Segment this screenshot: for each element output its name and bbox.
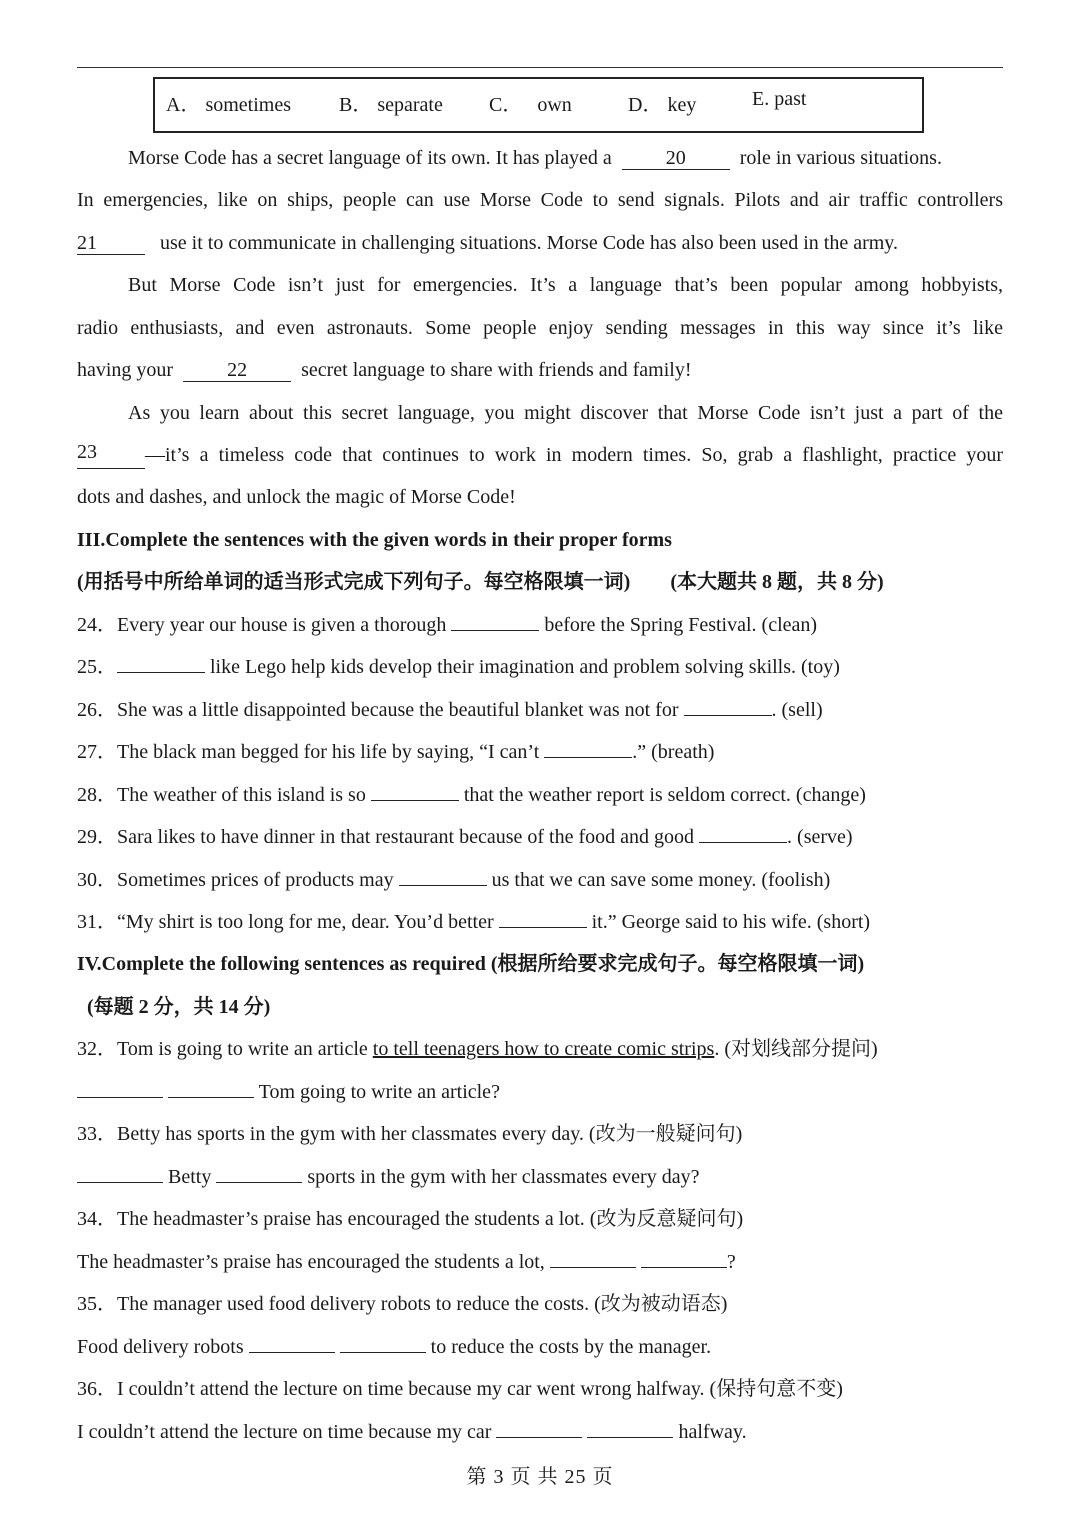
answer-35: Food delivery robots to reduce the costs by the manager.	[77, 1336, 712, 1358]
passage-line: Morse Code has a secret language of its own. It has played a 20 role in various situations.	[128, 147, 942, 169]
answer-blank[interactable]	[550, 1267, 636, 1268]
question-25: 25． like Lego help kids develop their imagination and problem solving skills. (toy)	[77, 656, 840, 678]
answer-blank[interactable]	[587, 1437, 673, 1438]
answer-blank[interactable]	[496, 1437, 582, 1438]
passage-line: dots and dashes, and unlock the magic of Morse Code!	[77, 486, 516, 508]
answer-blank[interactable]	[684, 715, 772, 716]
passage-line: As you learn about this secret language, you might discover that Morse Code isn’t just a part of the	[128, 402, 1003, 424]
option-c: C． own	[489, 94, 572, 116]
question-28: 28．The weather of this island is so that the weather report is seldom correct. (change)	[77, 784, 866, 806]
section-4-score: (每题 2 分，共 14 分)	[87, 996, 271, 1018]
question-33: 33．Betty has sports in the gym with her classmates every day. (改为一般疑问句)	[77, 1123, 743, 1145]
passage-line: having your 22 secret language to share with friends and family!	[77, 359, 692, 381]
option-a: A． sometimes	[166, 94, 291, 116]
option-d: D． key	[628, 94, 697, 116]
answer-34: The headmaster’s praise has encouraged the students a lot, ?	[77, 1251, 736, 1273]
answer-blank[interactable]	[451, 630, 539, 631]
answer-blank[interactable]	[544, 757, 632, 758]
passage-line: But Morse Code isn’t just for emergencies. It’s a language that’s been popular among hobbyists,	[128, 274, 1003, 296]
blank-23[interactable]: 23	[77, 441, 145, 469]
option-e: E. past	[752, 88, 807, 110]
answer-blank[interactable]	[249, 1352, 335, 1353]
answer-blank[interactable]	[340, 1352, 426, 1353]
answer-blank[interactable]	[641, 1267, 727, 1268]
blank-20[interactable]: 20	[622, 147, 730, 170]
page-footer: 第 3 页 共 25 页	[466, 1466, 614, 1488]
answer-blank[interactable]	[399, 885, 487, 886]
blank-21[interactable]: 21	[77, 232, 145, 255]
answer-blank[interactable]	[117, 672, 205, 673]
answer-blank[interactable]	[168, 1097, 254, 1098]
question-34: 34．The headmaster’s praise has encouraged the students a lot. (改为反意疑问句)	[77, 1208, 744, 1230]
option-b: B． separate	[339, 94, 443, 116]
answer-blank[interactable]	[216, 1182, 302, 1183]
answer-blank[interactable]	[699, 842, 787, 843]
question-31: 31．“My shirt is too long for me, dear. You’d better it.” George said to his wife. (short)	[77, 911, 871, 933]
passage-line: In emergencies, like on ships, people can use Morse Code to send signals. Pilots and air traffic controllers	[77, 189, 1003, 211]
passage-line: 21 use it to communicate in challenging situations. Morse Code has also been used in the army.	[77, 232, 898, 254]
answer-blank[interactable]	[499, 927, 587, 928]
answer-blank[interactable]	[77, 1097, 163, 1098]
section-3-subheading: (用括号中所给单词的适当形式完成下列句子。每空格限填一词) (本大题共 8 题，共 8 分)	[77, 571, 884, 593]
section-4-heading: IV.Complete the following sentences as required (根据所给要求完成句子。每空格限填一词)	[77, 953, 865, 975]
answer-blank[interactable]	[371, 800, 459, 801]
answer-blank[interactable]	[77, 1182, 163, 1183]
question-29: 29．Sara likes to have dinner in that restaurant because of the food and good . (serve)	[77, 826, 853, 848]
question-30: 30．Sometimes prices of products may us that we can save some money. (foolish)	[77, 869, 831, 891]
question-26: 26．She was a little disappointed because the beautiful blanket was not for . (sell)	[77, 699, 823, 721]
section-3-heading: III.Complete the sentences with the given words in their proper forms	[77, 529, 672, 551]
passage-line: radio enthusiasts, and even astronauts. Some people enjoy sending messages in this way since it’s like	[77, 317, 1003, 339]
question-32: 32．Tom is going to write an article to tell teenagers how to create comic strips. (对划线部分提问)	[77, 1038, 878, 1060]
answer-33: Betty sports in the gym with her classmates every day?	[77, 1163, 699, 1191]
top-rule	[77, 67, 1003, 68]
answer-32: Tom going to write an article?	[77, 1078, 500, 1106]
blank-22[interactable]: 22	[183, 359, 291, 382]
question-24: 24．Every year our house is given a thorough before the Spring Festival. (clean)	[77, 614, 818, 636]
question-36: 36．I couldn’t attend the lecture on time because my car went wrong halfway. (保持句意不变)	[77, 1378, 843, 1400]
question-35: 35．The manager used food delivery robots to reduce the costs. (改为被动语态)	[77, 1293, 728, 1315]
answer-36: I couldn’t attend the lecture on time because my car halfway.	[77, 1421, 747, 1443]
question-27: 27．The black man begged for his life by saying, “I can’t .” (breath)	[77, 741, 715, 763]
passage-line: 23 —it’s a timeless code that continues to work in modern times. So, grab a flashlight, practice your	[77, 441, 1003, 469]
